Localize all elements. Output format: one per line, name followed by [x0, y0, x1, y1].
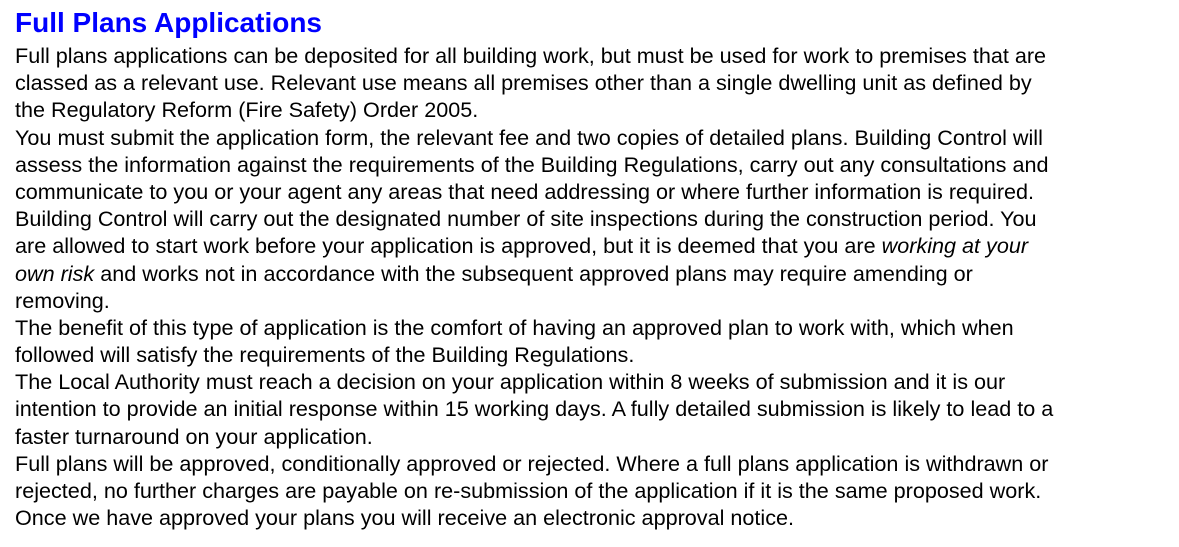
body-text: [15, 42, 1175, 531]
text-line: [15, 423, 1175, 450]
text-segment: You must submit the application form, the relevant fee and two copies of detailed plans. Building Control will: [15, 124, 1043, 150]
text-line: [15, 477, 1175, 504]
text-segment: The benefit of this type of application is the comfort of having an approved plan to work with, which when: [15, 314, 1014, 340]
text-segment: communicate to you or your agent any areas that need addressing or where further information is required.: [15, 178, 1035, 204]
text-line: [15, 96, 1175, 123]
text-segment: followed will satisfy the requirements of the Building Regulations.: [15, 342, 635, 368]
text-line: [15, 69, 1175, 96]
text-line: [15, 124, 1175, 151]
text-segment: Full plans will be approved, conditionally approved or rejected. Where a full plans application is withdrawn or: [15, 450, 1049, 476]
text-line: [15, 341, 1175, 368]
emphasized-text: own risk: [15, 260, 95, 286]
emphasized-text: working at your: [881, 233, 1029, 259]
text-segment: classed as a relevant use. Relevant use means all premises other than a single dwelling unit as defined by: [15, 70, 1032, 96]
text-segment: removing.: [15, 287, 110, 313]
text-line: [15, 368, 1175, 395]
text-line: [15, 504, 1175, 531]
text-line: [15, 450, 1175, 477]
text-line: [15, 42, 1175, 69]
text-segment: are allowed to start work before your application is approved, but it is deemed that you are: [15, 233, 882, 259]
text-segment: the Regulatory Reform (Fire Safety) Order 2005.: [15, 97, 479, 123]
text-segment: Once we have approved your plans you will receive an electronic approval notice.: [15, 505, 795, 531]
text-line: [15, 287, 1175, 314]
text-segment: intention to provide an initial response within 15 working days. A fully detailed submission is likely to lead to a: [15, 396, 1054, 422]
text-segment: rejected, no further charges are payable on re-submission of the application if it is the same proposed work.: [15, 478, 1042, 503]
text-segment: Full plans applications can be deposited for all building work, but must be used for work to premises that are: [15, 43, 1047, 68]
text-line: [15, 260, 1175, 287]
text-segment: faster turnaround on your application.: [15, 423, 373, 449]
text-line: [15, 151, 1175, 178]
page-title: Full Plans Applications: [15, 7, 323, 38]
text-segment: and works not in accordance with the subsequent approved plans may require amending or: [94, 260, 973, 286]
document-page: [15, 6, 1175, 531]
text-segment: The Local Authority must reach a decision on your application within 8 weeks of submission and it is our: [15, 369, 1006, 395]
text-line: [15, 232, 1175, 259]
text-line: [15, 395, 1175, 422]
text-segment: assess the information against the requirements of the Building Regulations, carry out any consultations and: [15, 151, 1049, 177]
text-line: [15, 178, 1175, 205]
text-line: [15, 314, 1175, 341]
text-segment: Building Control will carry out the designated number of site inspections during the construction period. You: [15, 206, 1037, 232]
text-line: [15, 205, 1175, 232]
